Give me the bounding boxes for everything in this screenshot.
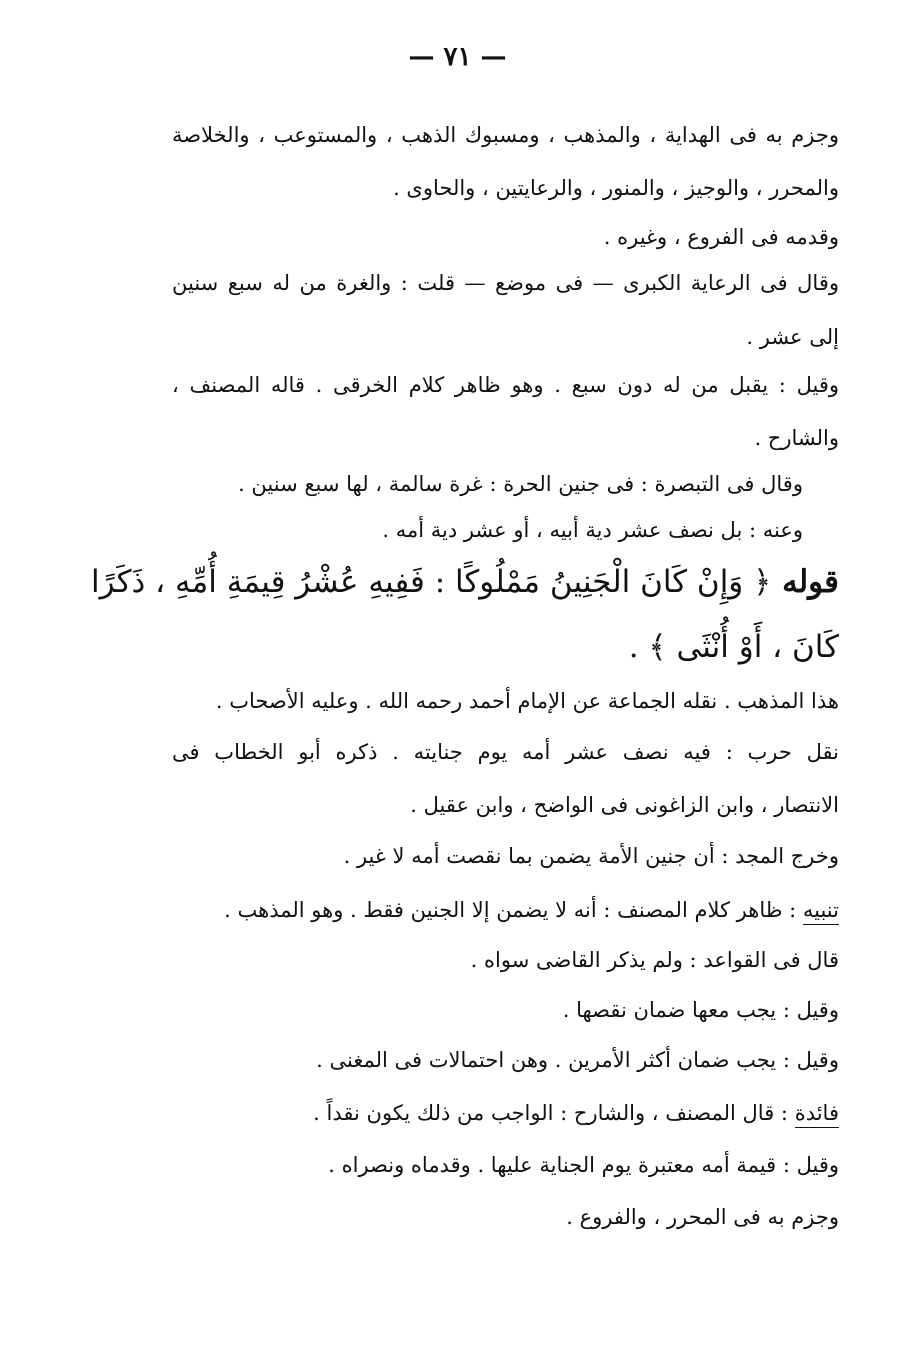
faida-label: فائدة [795, 1101, 839, 1128]
faida-note [313, 1098, 839, 1128]
text-line: وقيل : يجب معها ضمان نقصها . [562, 998, 839, 1022]
quote-text: ﴿ وَإِنْ كَانَ الْجَنِينُ مَمْلُوكًا : فَفِيهِ عُشْرُ قِيمَةِ أُمِّهِ ، ذَكَرًا [91, 564, 772, 600]
text-line: والشارح . [754, 426, 839, 450]
text-line: هذا المذهب . نقله الجماعة عن الإمام أحمد رحمه الله . وعليه الأصحاب . [215, 689, 839, 713]
text-line: قال فى القواعد : ولم يذكر القاضى سواه . [470, 948, 839, 972]
text-line: وجزم به فى الهداية ، والمذهب ، ومسبوك الذهب ، والمستوعب ، والخلاصة [172, 123, 839, 147]
quote-line [91, 560, 839, 604]
text-line: الانتصار ، وابن الزاغونى فى الواضح ، وابن عقيل . [410, 793, 839, 817]
quote-line [629, 625, 839, 669]
tanbih-note [224, 895, 839, 925]
text-line: وقدمه فى الفروع ، وغيره . [603, 225, 839, 249]
tanbih-text: : ظاهر كلام المصنف : أنه لا يضمن إلا الجنين فقط . وهو المذهب . [224, 898, 803, 922]
text-line: وخرج المجد : أن جنين الأمة يضمن بما نقصت أمه لا غير . [343, 844, 839, 868]
text-line: وقيل : قيمة أمه معتبرة يوم الجناية عليها . وقدماه ونصراه . [328, 1153, 839, 1177]
text-line: والمحرر ، والوجيز ، والمنور ، والرعايتين ، والحاوى . [393, 176, 839, 200]
tanbih-label: تنبيه [803, 898, 839, 925]
text-line: إلى عشر . [746, 325, 839, 349]
quote-text: كَانَ ، أَوْ أُنْثَى ﴾ . [628, 629, 839, 665]
text-line: وقيل : يجب ضمان أكثر الأمرين . وهن احتمالات فى المغنى . [316, 1048, 839, 1072]
page-number: — ٧١ — [408, 42, 507, 72]
text-line: وعنه : بل نصف عشر دية أبيه ، أو عشر دية أمه . [382, 518, 803, 542]
text-line: وقيل : يقبل من له دون سبع . وهو ظاهر كلام الخرقى . قاله المصنف ، [172, 373, 839, 397]
faida-text: : قال المصنف ، والشارح : الواجب من ذلك يكون نقداً . [313, 1101, 795, 1125]
text-line: نقل حرب : فيه نصف عشر أمه يوم جنايته . ذكره أبو الخطاب فى [172, 740, 839, 764]
text-line: وجزم به فى المحرر ، والفروع . [566, 1205, 839, 1229]
text-line: وقال فى التبصرة : فى جنين الحرة : غرة سالمة ، لها سبع سنين . [238, 472, 803, 496]
quote-lead: قوله [782, 564, 839, 600]
text-line: وقال فى الرعاية الكبرى — فى موضع — قلت : والغرة من له سبع سنين [172, 271, 839, 295]
